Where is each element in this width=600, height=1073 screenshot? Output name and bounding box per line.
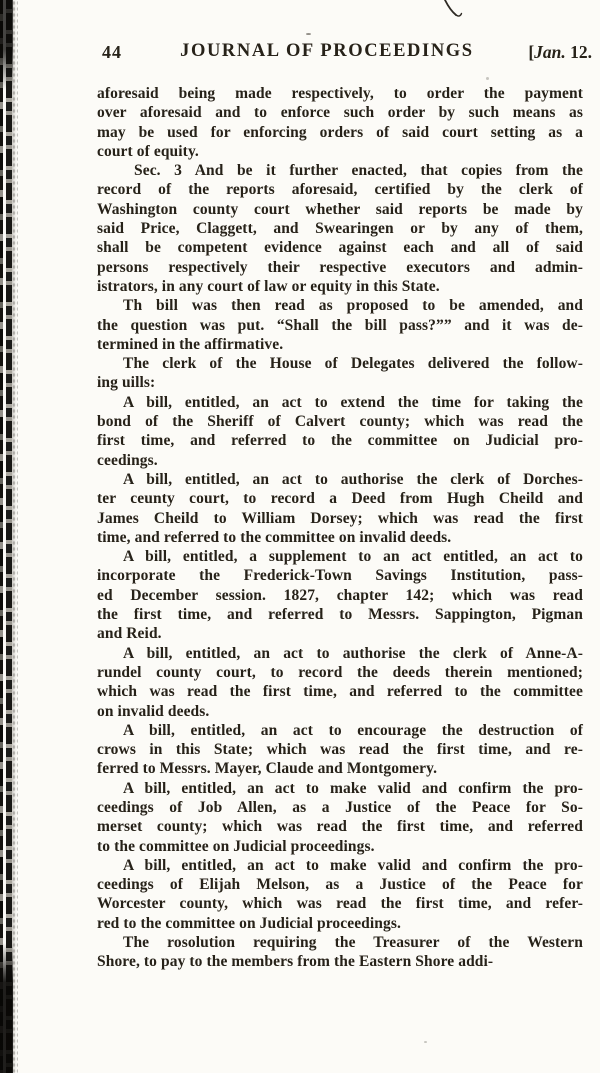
text-line: shall be competent evidence against each and all of said: [97, 239, 583, 257]
header-date: [528, 42, 592, 63]
paragraph: [97, 856, 583, 933]
text-line: rundel county court, to record the deeds therein mentioned;: [97, 663, 583, 681]
scan-stray-mark-icon: [441, 0, 467, 22]
text-line: ter ceunty court, to record a Deed from Hugh Cheild and: [97, 490, 583, 508]
binding-stripe: [0, 0, 3, 1073]
binding-speckle: [12, 0, 18, 1073]
text-line: James Cheild to William Dorsey; which was read the first: [97, 509, 583, 527]
header-date-month: Jan.: [534, 42, 566, 62]
text-line: to the committee on Judicial proceedings.: [97, 837, 375, 855]
header-date-day: 12.: [565, 42, 592, 62]
text-line: the question was put. “Shall the bill pass?”” and it was de-: [97, 316, 583, 334]
paragraph: [97, 354, 583, 393]
text-line: istrators, in any court of law or equity in this State.: [97, 277, 440, 295]
text-line: time, and referred to the committee on invalid deeds.: [97, 528, 452, 546]
text-line: on invalid deeds.: [97, 702, 210, 720]
text-line: termined in the affirmative.: [97, 335, 284, 353]
text-line: ceedings of Elijah Melson, as a Justice of the Peace for: [97, 876, 583, 894]
running-title: JOURNAL OF PROCEEDINGS: [180, 41, 474, 61]
text-line: merset county; which was read the first time, and referred: [97, 818, 583, 836]
text-line: persons respectively their respective executors and admin-: [97, 258, 583, 276]
text-line: ceedings.: [97, 451, 158, 469]
page-header: [97, 41, 592, 63]
text-line: red to the committee on Judicial proceedings.: [97, 914, 401, 932]
paragraph: [97, 644, 583, 721]
text-line: Washington county court whether said reports be made by: [97, 200, 583, 218]
scan-speck: [424, 1041, 427, 1043]
binding-shadow-bottom: [0, 943, 13, 1073]
paragraph: [97, 779, 583, 856]
text-line: A bill, entitled, an act to make valid and confirm the pro-: [123, 779, 583, 797]
text-line: court of equity.: [97, 142, 199, 160]
text-line: ferred to Messrs. Mayer, Claude and Montgomery.: [97, 760, 438, 778]
binding-shadow-top: [0, 0, 13, 90]
text-line: A bill, entitled, an act to authorise the clerk of Anne-A-: [123, 644, 583, 662]
paragraph: [97, 84, 583, 161]
text-line: Worcester county, which was read the first time, and refer-: [97, 895, 583, 913]
text-line: The clerk of the House of Delegates delivered the follow-: [123, 355, 583, 373]
text-line: A bill, entitled, an act to extend the time for taking the: [123, 393, 583, 411]
header-date-bracket: [: [528, 42, 535, 62]
text-line: A bill, entitled, an act to authorise the clerk of Dorches-: [123, 470, 583, 488]
text-line: Th bill was then read as proposed to be amended, and: [123, 297, 583, 315]
text-line: first time, and referred to the committee on Judicial pro-: [97, 432, 583, 450]
text-line: record of the reports aforesaid, certified by the clerk of: [97, 181, 583, 199]
text-line: may be used for enforcing orders of said court setting as a: [97, 123, 583, 141]
paragraph: [97, 933, 583, 972]
paragraph: [97, 161, 583, 296]
paragraph: [97, 547, 583, 643]
text-line: ceedings of Job Allen, as a Justice of the Peace for So-: [97, 798, 583, 816]
text-line: the first time, and referred to Messrs. Sappington, Pigman: [97, 606, 583, 624]
text-line: A bill, entitled, an act to encourage the destruction of: [123, 721, 583, 739]
text-line: ed December session. 1827, chapter 142; which was read: [97, 586, 583, 604]
page-number: 44: [102, 42, 122, 62]
text-line: Shore, to pay to the members from the Eastern Shore addi-: [97, 953, 494, 971]
text-line: The rosolution requiring the Treasurer of the Western: [123, 934, 583, 952]
scan-speck: [306, 33, 311, 35]
text-line: aforesaid being made respectively, to order the payment: [97, 85, 583, 102]
paragraph: [97, 393, 583, 470]
paragraph: [97, 296, 583, 354]
text-line: crows in this State; which was read the first time, and re-: [97, 741, 583, 759]
text-line: Sec. 3 And be it further enacted, that copies from the: [134, 162, 583, 180]
text-line: bond of the Sheriff of Calvert county; which was read the: [97, 413, 583, 431]
text-line: ing uills:: [97, 374, 156, 392]
text-line: which was read the first time, and referred to the committee: [97, 683, 583, 701]
scan-speck: [486, 77, 489, 80]
text-line: over aforesaid and to enforce such order by such means as: [97, 104, 583, 122]
book-binding-edge: [0, 0, 20, 1073]
text-line: A bill, entitled, a supplement to an act entitled, an act to: [123, 548, 583, 566]
text-line: incorporate the Frederick-Town Savings Institution, pass-: [97, 567, 583, 585]
paragraph: [97, 470, 583, 547]
text-line: A bill, entitled, an act to make valid and confirm the pro-: [123, 856, 583, 874]
text-line: said Price, Claggett, and Swearingen or by any of them,: [97, 220, 583, 238]
paragraph: [97, 721, 583, 779]
text-line: and Reid.: [97, 625, 162, 643]
page-text-block: [97, 84, 583, 972]
